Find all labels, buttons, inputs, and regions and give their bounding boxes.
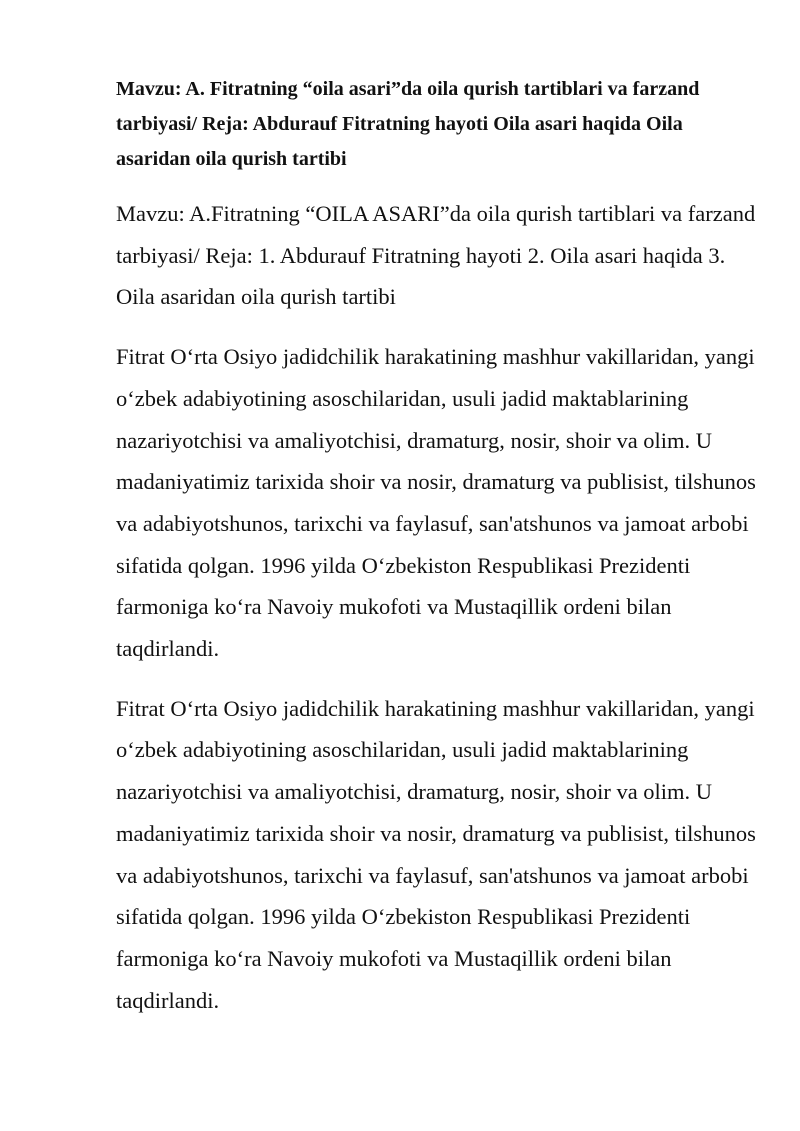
- document-page: [116, 72, 756, 1039]
- document-title: Mavzu: A. Fitratning “oila asari”da oila qurish tartiblari va farzand tarbiyasi/ Reja: Abdurauf Fitratning hayoti Oila asari haqida Oila asaridan oila qurish tartibi: [116, 78, 700, 170]
- paragraph-biography-repeat: Fitrat O‘rta Osiyo jadidchilik harakatining mashhur vakillaridan, yangi o‘zbek adabiyotining asoschilaridan, usuli jadid maktablarining nazariyotchisi va amaliyotchisi, dramaturg, nosir, shoir va olim. U madaniyatimiz tarixida shoir va nosir, dramaturg va publisist, tilshunos va adabiyotshunos, tarixchi va faylasuf, san'atshunos va jamoat arbobi sifatida qolgan. 1996 yilda O‘zbekiston Respublikasi Prezidenti farmoniga ko‘ra Navoiy mukofoti va Mustaqillik ordeni bilan taqdirlandi.: [116, 695, 756, 1013]
- paragraph-plan: Mavzu: A.Fitratning “OILA ASARI”da oila qurish tartiblari va farzand tarbiyasi/ Reja: 1. Abdurauf Fitratning hayoti 2. Oila asari haqida 3. Oila asaridan oila qurish tartibi: [116, 201, 756, 310]
- paragraph-biography: Fitrat O‘rta Osiyo jadidchilik harakatining mashhur vakillaridan, yangi o‘zbek adabiyotining asoschilaridan, usuli jadid maktablarining nazariyotchisi va amaliyotchisi, dramaturg, nosir, shoir va olim. U madaniyatimiz tarixida shoir va nosir, dramaturg va publisist, tilshunos va adabiyotshunos, tarixchi va faylasuf, san'atshunos va jamoat arbobi sifatida qolgan. 1996 yilda O‘zbekiston Respublikasi Prezidenti farmoniga ko‘ra Navoiy mukofoti va Mustaqillik ordeni bilan taqdirlandi.: [116, 344, 756, 662]
